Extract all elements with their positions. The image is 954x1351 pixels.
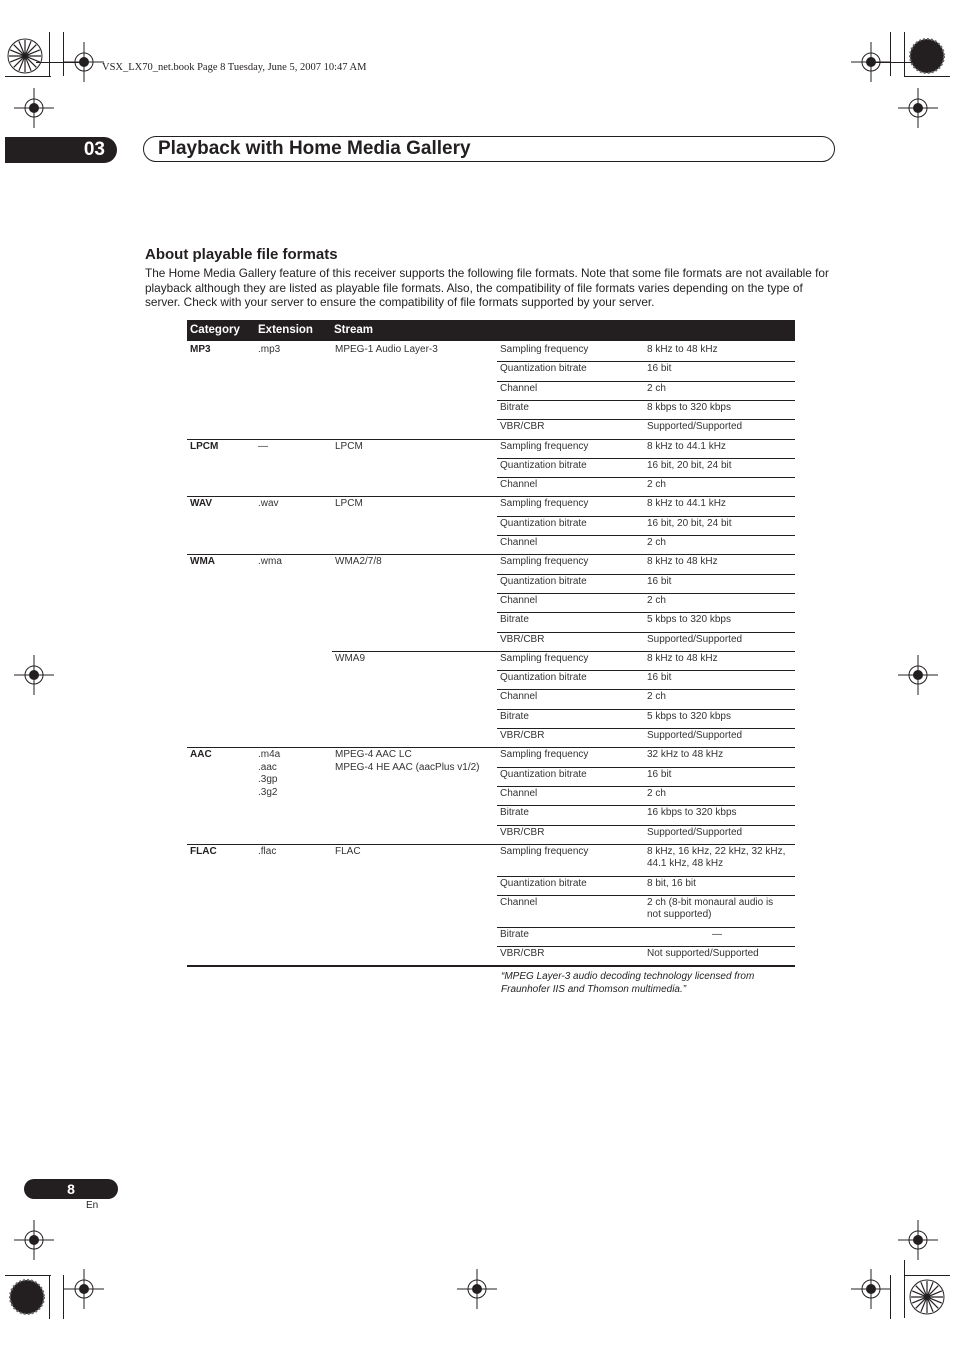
intro-paragraph: The Home Media Gallery feature of this receiver supports the following file formats. Note that some file formats are not available for playback although they are listed as playable file formats. Also, the compatibility of file formats varies depending on the type of server. Check with your server to ensure the compatibility of file formats supported by your server. (145, 266, 829, 310)
extension-cell: .m4a .aac .3gp .3g2 (258, 749, 281, 798)
stream-cell: MPEG-1 Audio Layer-3 (335, 344, 438, 355)
property-value: 32 kHz to 48 kHz (647, 749, 724, 761)
extension-cell: .wav (258, 498, 279, 510)
property-label: Channel (500, 479, 538, 491)
property-value: 16 bit, 20 bit, 24 bit (647, 517, 732, 529)
row-divider (497, 381, 795, 382)
property-label: Quantization bitrate (500, 877, 587, 889)
crosshair-mark-icon (14, 1220, 54, 1260)
property-value: 2 ch (647, 594, 666, 606)
category-cell: MP3 (190, 344, 211, 355)
row-divider (497, 361, 795, 362)
row-divider (497, 400, 795, 401)
header-extension: Extension (258, 324, 313, 336)
property-value: 2 ch (647, 479, 666, 491)
extension-cell: .wma (258, 556, 282, 568)
category-cell: WAV (190, 498, 213, 510)
stream-cell: WMA9 (335, 652, 365, 664)
row-divider (497, 927, 795, 928)
property-label: Sampling frequency (500, 440, 589, 452)
property-value: 16 bit (647, 363, 672, 375)
property-label: Bitrate (500, 614, 529, 626)
property-value: 2 ch (647, 537, 666, 548)
property-value: 16 kbps to 320 kbps (647, 807, 737, 819)
crosshair-mark-icon (14, 88, 54, 128)
property-value: Not supported/Supported (647, 948, 759, 959)
page-number: 8 (24, 1179, 118, 1199)
row-divider (497, 728, 795, 729)
property-label: Sampling frequency (500, 498, 589, 510)
property-value: 16 bit (647, 575, 672, 587)
category-divider (187, 439, 795, 440)
registration-mark-icon (6, 37, 44, 75)
row-divider (497, 477, 795, 478)
row-divider (497, 876, 795, 877)
property-label: VBR/CBR (500, 826, 545, 838)
row-divider (497, 458, 795, 459)
property-label: Bitrate (500, 710, 529, 722)
property-label: Channel (500, 787, 538, 799)
property-label: Channel (500, 382, 538, 394)
property-value: 16 bit (647, 768, 672, 780)
stream-cell: LPCM (335, 440, 363, 452)
property-label: VBR/CBR (500, 730, 545, 741)
property-label: Bitrate (500, 928, 529, 940)
header-category: Category (190, 324, 240, 336)
property-value: 8 kHz, 16 kHz, 22 kHz, 32 kHz, 44.1 kHz, 48 kHz (647, 845, 786, 870)
crosshair-mark-icon (64, 1269, 104, 1309)
extension-cell: — (258, 440, 268, 452)
property-label: VBR/CBR (500, 948, 545, 959)
row-divider (497, 612, 795, 613)
property-value: Supported/Supported (647, 633, 743, 645)
property-label: Channel (500, 896, 538, 908)
property-value: 8 kHz to 44.1 kHz (647, 498, 726, 510)
property-value: 16 bit, 20 bit, 24 bit (647, 459, 732, 471)
stream-cell: LPCM (335, 498, 363, 510)
property-value: Supported/Supported (647, 421, 743, 433)
property-value: 8 kHz to 48 kHz (647, 556, 718, 568)
stream-divider (332, 651, 795, 652)
property-value: 8 kbps to 320 kbps (647, 401, 731, 413)
row-divider (497, 516, 795, 517)
row-divider (497, 805, 795, 806)
row-divider (497, 689, 795, 690)
category-divider (187, 496, 795, 497)
table-header (187, 320, 795, 341)
property-label: VBR/CBR (500, 421, 545, 433)
extension-cell: .flac (258, 845, 277, 857)
file-info: VSX_LX70_net.book Page 8 Tuesday, June 5, 2007 10:47 AM (102, 62, 367, 73)
row-divider (497, 632, 795, 633)
property-label: Quantization bitrate (500, 517, 587, 529)
property-label: Sampling frequency (500, 749, 589, 761)
crosshair-mark-icon (64, 42, 104, 82)
category-cell: AAC (190, 749, 212, 761)
header-stream: Stream (334, 324, 373, 336)
property-label: Quantization bitrate (500, 672, 587, 684)
property-label: VBR/CBR (500, 633, 545, 645)
row-divider (497, 825, 795, 826)
crosshair-mark-icon (14, 655, 54, 695)
property-label: Channel (500, 691, 538, 703)
registration-mark-icon (908, 37, 946, 75)
row-divider (497, 786, 795, 787)
property-label: Sampling frequency (500, 845, 589, 857)
category-cell: FLAC (190, 845, 217, 857)
extension-cell: .mp3 (258, 344, 281, 355)
stream-cell: FLAC (335, 845, 361, 857)
property-value: 8 bit, 16 bit (647, 877, 696, 889)
crosshair-mark-icon (851, 1269, 891, 1309)
chapter-title: Playback with Home Media Gallery (158, 138, 471, 159)
row-divider (497, 767, 795, 768)
registration-mark-icon (8, 1278, 46, 1316)
property-label: Channel (500, 594, 538, 606)
property-label: Quantization bitrate (500, 768, 587, 780)
property-label: Quantization bitrate (500, 459, 587, 471)
row-divider (497, 593, 795, 594)
category-cell: WMA (190, 556, 215, 568)
category-divider (187, 554, 795, 555)
page-language: En (86, 1200, 99, 1211)
property-value: 2 ch (8-bit monaural audio is not supported) (647, 896, 774, 921)
footnote: “MPEG Layer-3 audio decoding technology licensed from Fraunhofer IIS and Thomson multimedia.” (501, 971, 755, 995)
property-label: Bitrate (500, 807, 529, 819)
property-value: 5 kbps to 320 kbps (647, 614, 731, 626)
property-value: 8 kHz to 48 kHz (647, 652, 718, 664)
property-value: 5 kbps to 320 kbps (647, 710, 731, 722)
property-label: Bitrate (500, 401, 529, 413)
property-value: 2 ch (647, 382, 666, 394)
stream-cell: MPEG-4 AAC LC MPEG-4 HE AAC (aacPlus v1/2) (335, 749, 480, 773)
crosshair-mark-icon (898, 88, 938, 128)
category-cell: LPCM (190, 440, 219, 452)
property-label: Quantization bitrate (500, 363, 587, 375)
stream-cell: WMA2/7/8 (335, 556, 382, 568)
table-bottom-rule (187, 965, 795, 967)
row-divider (497, 946, 795, 947)
row-divider (497, 895, 795, 896)
property-value: 16 bit (647, 672, 672, 684)
crosshair-mark-icon (851, 42, 891, 82)
crosshair-mark-icon (898, 655, 938, 695)
property-label: Sampling frequency (500, 652, 589, 664)
property-label: Quantization bitrate (500, 575, 587, 587)
category-divider (187, 844, 795, 845)
property-value: 8 kHz to 48 kHz (647, 344, 718, 355)
property-value: Supported/Supported (647, 826, 743, 838)
property-label: Sampling frequency (500, 556, 589, 568)
property-value: 8 kHz to 44.1 kHz (647, 440, 726, 452)
chapter-number: 03 (5, 137, 117, 163)
row-divider (497, 535, 795, 536)
property-value: 2 ch (647, 691, 666, 703)
row-divider (497, 709, 795, 710)
property-value: Supported/Supported (647, 730, 743, 741)
property-value: — (712, 928, 722, 940)
row-divider (497, 574, 795, 575)
property-label: Channel (500, 537, 538, 548)
property-value: 2 ch (647, 787, 666, 799)
row-divider (497, 670, 795, 671)
registration-mark-icon (908, 1278, 946, 1316)
crosshair-mark-icon (898, 1220, 938, 1260)
category-divider (187, 747, 795, 748)
section-heading: About playable file formats (145, 246, 338, 263)
property-label: Sampling frequency (500, 344, 589, 355)
row-divider (497, 419, 795, 420)
crosshair-mark-icon (457, 1269, 497, 1309)
